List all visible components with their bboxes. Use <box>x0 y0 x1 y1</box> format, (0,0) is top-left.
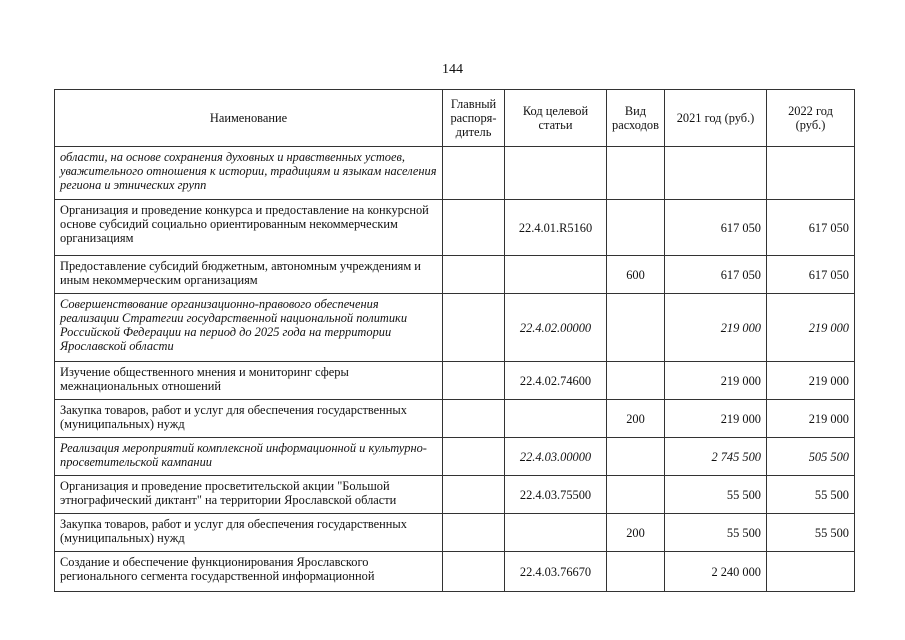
header-expense-type: Вид расходов <box>607 90 665 147</box>
header-year-2022: 2022 год (руб.) <box>767 90 855 147</box>
row-2022: 219 000 <box>767 294 855 362</box>
row-manager <box>443 552 505 592</box>
row-2021: 219 000 <box>665 362 767 400</box>
row-manager <box>443 256 505 294</box>
header-year-2021: 2021 год (руб.) <box>665 90 767 147</box>
row-name: Предоставление субсидий бюджетным, автономным учреждениям и иным некоммерческим организациям <box>55 256 443 294</box>
row-2021: 219 000 <box>665 400 767 438</box>
table-header-row <box>55 90 855 147</box>
table-row <box>55 552 855 592</box>
row-2021: 2 240 000 <box>665 552 767 592</box>
row-name: Закупка товаров, работ и услуг для обеспечения государственных (муниципальных) нужд <box>55 400 443 438</box>
row-2021 <box>665 147 767 200</box>
row-2022: 505 500 <box>767 438 855 476</box>
row-2022: 55 500 <box>767 476 855 514</box>
row-2021: 2 745 500 <box>665 438 767 476</box>
row-2021: 617 050 <box>665 256 767 294</box>
row-name: Создание и обеспечение функционирования Ярославского регионального сегмента государственной информационной <box>55 552 443 592</box>
row-manager <box>443 200 505 256</box>
row-manager <box>443 476 505 514</box>
row-name: Организация и проведение конкурса и предоставление на конкурсной основе субсидий социально ориентированным некоммерческим организациям <box>55 200 443 256</box>
row-type <box>607 200 665 256</box>
table-row <box>55 476 855 514</box>
row-name: Организация и проведение просветительской акции "Большой этнографический диктант" на территории Ярославской области <box>55 476 443 514</box>
row-code: 22.4.03.76670 <box>505 552 607 592</box>
table-row <box>55 438 855 476</box>
row-2022 <box>767 552 855 592</box>
row-manager <box>443 438 505 476</box>
row-manager <box>443 362 505 400</box>
row-name: Изучение общественного мнения и мониторинг сферы межнациональных отношений <box>55 362 443 400</box>
row-2022 <box>767 147 855 200</box>
row-code <box>505 400 607 438</box>
row-type <box>607 294 665 362</box>
row-2021: 55 500 <box>665 476 767 514</box>
row-name: области, на основе сохранения духовных и нравственных устоев, уважительного отношения к истории, традициям и языкам населения региона и этнических групп <box>55 147 443 200</box>
header-main-manager: Главный распоря- дитель <box>443 90 505 147</box>
row-name: Закупка товаров, работ и услуг для обеспечения государственных (муниципальных) нужд <box>55 514 443 552</box>
row-type: 200 <box>607 400 665 438</box>
header-target-code: Код целевой статьи <box>505 90 607 147</box>
page-number: 144 <box>442 62 463 77</box>
row-2022: 219 000 <box>767 362 855 400</box>
table-row <box>55 200 855 256</box>
table-row <box>55 514 855 552</box>
row-type <box>607 147 665 200</box>
row-2022: 617 050 <box>767 256 855 294</box>
row-type: 600 <box>607 256 665 294</box>
row-2021: 219 000 <box>665 294 767 362</box>
row-2022: 55 500 <box>767 514 855 552</box>
row-manager <box>443 400 505 438</box>
row-manager <box>443 147 505 200</box>
row-code <box>505 147 607 200</box>
row-code: 22.4.03.75500 <box>505 476 607 514</box>
table-row <box>55 256 855 294</box>
row-name: Совершенствование организационно-правового обеспечения реализации Стратегии государственной национальной политики Российской Федерации на период до 2025 года на территории Ярославской области <box>55 294 443 362</box>
row-type: 200 <box>607 514 665 552</box>
row-manager <box>443 514 505 552</box>
table-row <box>55 400 855 438</box>
row-2022: 219 000 <box>767 400 855 438</box>
table-row <box>55 147 855 200</box>
row-code: 22.4.02.74600 <box>505 362 607 400</box>
header-name: Наименование <box>55 90 443 147</box>
row-type <box>607 552 665 592</box>
row-code <box>505 514 607 552</box>
table-row <box>55 294 855 362</box>
row-2022: 617 050 <box>767 200 855 256</box>
row-2021: 55 500 <box>665 514 767 552</box>
row-code: 22.4.02.00000 <box>505 294 607 362</box>
row-name: Реализация мероприятий комплексной информационной и культурно-просветительской кампании <box>55 438 443 476</box>
row-code: 22.4.03.00000 <box>505 438 607 476</box>
table-row <box>55 362 855 400</box>
row-code: 22.4.01.R5160 <box>505 200 607 256</box>
row-type <box>607 476 665 514</box>
row-code <box>505 256 607 294</box>
budget-table <box>54 89 855 592</box>
row-manager <box>443 294 505 362</box>
row-type <box>607 438 665 476</box>
row-2021: 617 050 <box>665 200 767 256</box>
row-type <box>607 362 665 400</box>
